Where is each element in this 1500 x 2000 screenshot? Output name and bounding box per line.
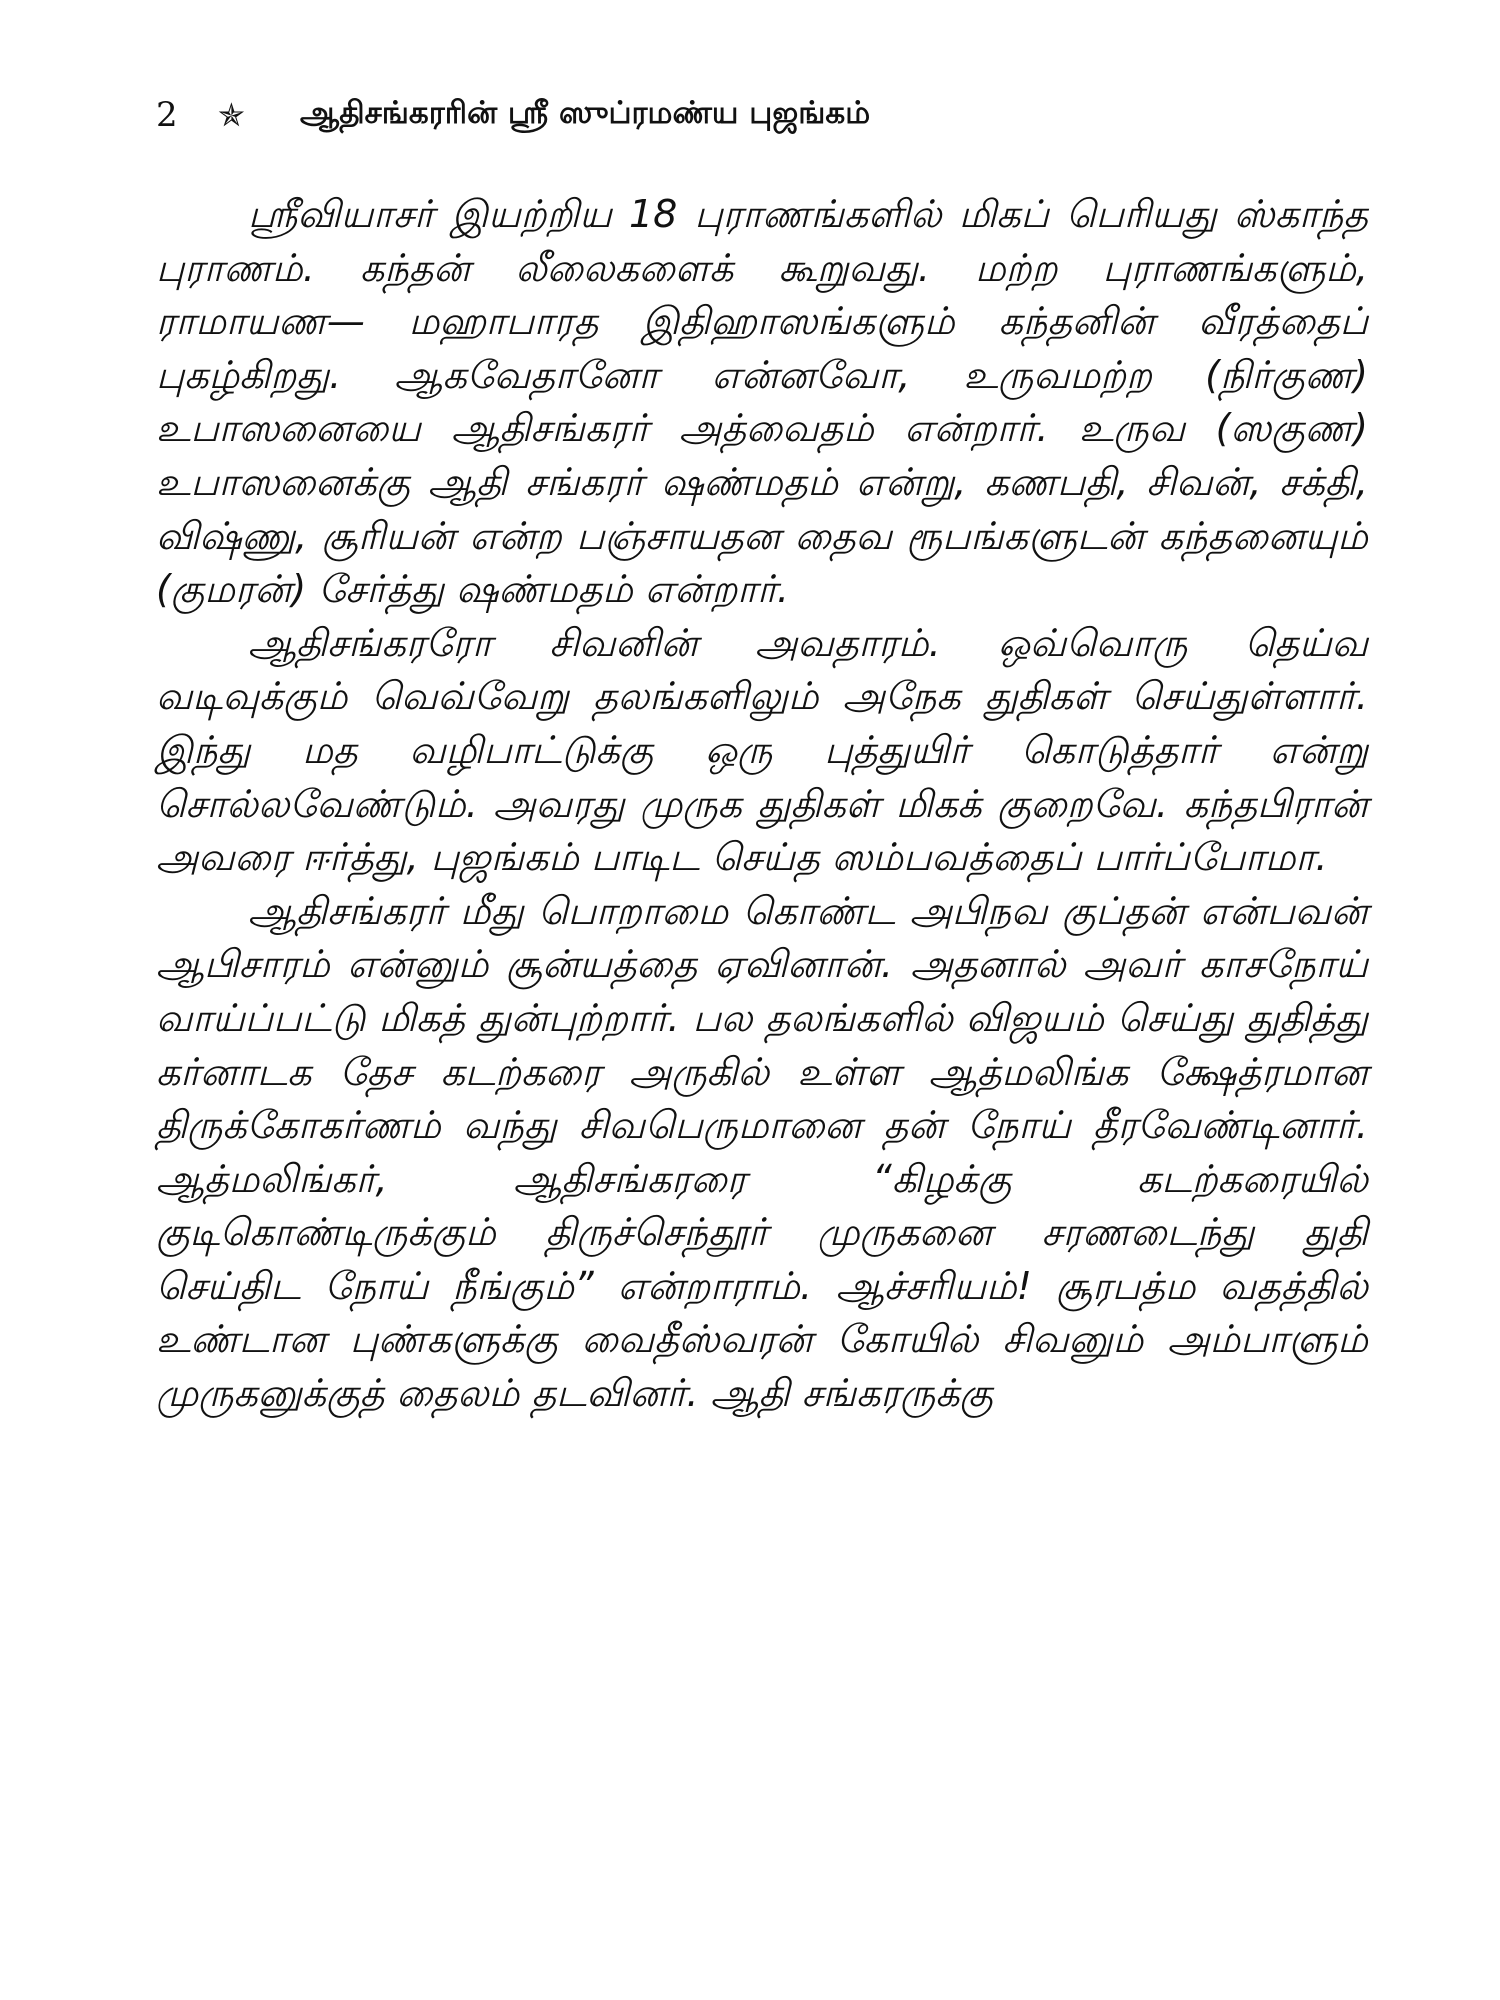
paragraph: ஸ்ரீவியாசர் இயற்றிய 18 புராணங்களில் மிகப் பெரியது ஸ்காந்த புராணம். கந்தன் லீலைகளைக் கூறுவது. மற்ற புராணங்களும், ராமாயண— மஹாபாரத இதிஹாஸங்களும் கந்தனின் வீரத்தைப் புகழ்கிறது. ஆகவேதானோ என்னவோ, உருவமற்ற (நிர்குண) உபாஸனையை ஆதிசங்கரர் அத்வைதம் என்றார். உருவ (ஸகுண) உபாஸனைக்கு ஆதி சங்கரர் ஷண்மதம் என்று, கணபதி, சிவன், சக்தி, விஷ்ணு, சூரியன் என்ற பஞ்சாயதன தைவ ரூபங்களுடன் கந்தனையும் (குமரன்) சேர்த்து ஷண்மதம் என்றார். — [156, 192, 1368, 612]
running-header — [156, 88, 1386, 142]
star-icon: ✯ — [218, 96, 245, 134]
running-title: ஆதிசங்கரரின் ஸ்ரீ ஸுப்ரமண்ய புஜங்கம் — [300, 95, 871, 131]
paragraph: ஆதிசங்கரரோ சிவனின் அவதாரம். ஒவ்வொரு தெய்வ வடிவுக்கும் வெவ்வேறு தலங்களிலும் அநேக துதிகள் செய்துள்ளார். இந்து மத வழிபாட்டுக்கு ஒரு புத்துயிர் கொடுத்தார் என்று சொல்லவேண்டும். அவரது முருக துதிகள் மிகக் குறைவே. கந்தபிரான் அவரை ஈர்த்து, புஜங்கம் பாடிட செய்த ஸம்பவத்தைப் பார்ப்போமா. — [156, 620, 1368, 880]
body-text — [156, 188, 1368, 1421]
paragraph: ஆதிசங்கரர் மீது பொறாமை கொண்ட அபிநவ குப்தன் என்பவன் ஆபிசாரம் என்னும் சூன்யத்தை ஏவினான். அதனால் அவர் காசநோய் வாய்ப்பட்டு மிகத் துன்புற்றார். பல தலங்களில் விஜயம் செய்து துதித்து கர்னாடக தேச கடற்கரை அருகில் உள்ள ஆத்மலிங்க க்ஷேத்ரமான திருக்கோகர்ணம் வந்து சிவபெருமானை தன் நோய் தீரவேண்டினார். ஆத்மலிங்கர், ஆதிசங்கரரை “கிழக்கு கடற்கரையில் குடிகொண்டிருக்கும் திருச்செந்தூர் முருகனை சரணடைந்து துதி செய்திட நோய் நீங்கும்” என்றாராம். ஆச்சரியம்! சூரபத்ம வதத்தில் உண்டான புண்களுக்கு வைதீஸ்வரன் கோயில் சிவனும் அம்பாளும் முருகனுக்குத் தைலம் தடவினர். ஆதி சங்கரருக்கு — [156, 888, 1368, 1416]
page-number: 2 — [156, 95, 178, 135]
